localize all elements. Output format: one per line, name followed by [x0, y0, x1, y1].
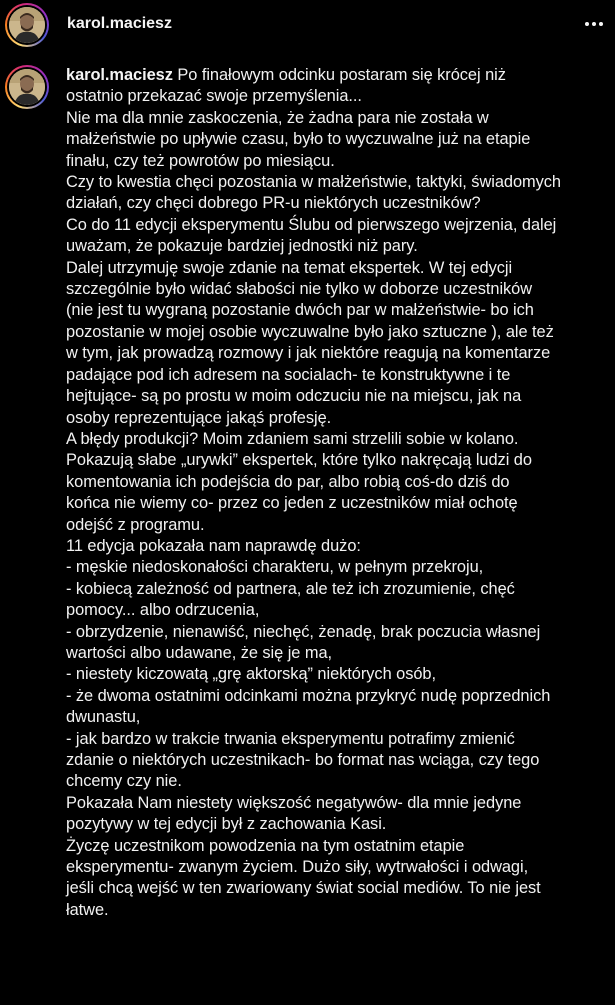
- caption-line: działań, czy chęci dobrego PR-u niektórych uczestników?: [66, 194, 481, 213]
- caption-line: w tym, jak prowadzą rozmowy i jak niektóre reagują na komentarze: [66, 344, 551, 363]
- caption-line: osoby reprezentujące jakąś profesję.: [66, 408, 332, 427]
- caption-line: Co do 11 edycji eksperymentu Ślubu od pierwszego wejrzenia, dalej: [66, 215, 557, 234]
- caption-line: wartości albo udawane, że się je ma,: [66, 643, 333, 662]
- caption-line: Czy to kwestia chęci pozostania w małżeństwie, taktyki, świadomych: [66, 173, 561, 192]
- caption-line: - męskie niedoskonałości charakteru, w pełnym przekroju,: [66, 558, 484, 577]
- caption-line: - jak bardzo w trakcie trwania eksperymentu potrafimy zmienić: [66, 729, 515, 748]
- caption-line: - kobiecą zależność od partnera, ale też ich zrozumienie, chęć: [66, 579, 515, 598]
- caption-line: Życzę uczestnikom powodzenia na tym ostatnim etapie: [66, 836, 465, 855]
- caption-line: końca nie wiemy co- przez co jeden z uczestników miał ochotę: [66, 494, 518, 513]
- caption-line: pomocy... albo odrzucenia,: [66, 601, 260, 620]
- profile-photo-image: [9, 7, 45, 43]
- caption-line: padające pod ich adresem na socialach- te konstruktywne i te: [66, 365, 511, 384]
- author-username[interactable]: karol.maciesz: [67, 15, 172, 32]
- caption-line: odejść z programu.: [66, 515, 205, 534]
- caption-line: łatwe.: [66, 900, 109, 919]
- post-header: [0, 0, 615, 50]
- caption-line: zdanie o niektórych uczestnikach- bo format nas wciąga, czy tego: [66, 751, 540, 769]
- caption-line: A błędy produkcji? Moim zdaniem sami strzelili sobie w kolano.: [66, 429, 519, 448]
- caption-line: chcemy czy nie.: [66, 772, 182, 791]
- caption-line: finału, czy też powrotów po miesiącu.: [66, 151, 335, 170]
- caption-line: Pokazała Nam niestety większość negatywów- dla mnie jedyne: [66, 793, 522, 812]
- more-horizontal-icon: [585, 22, 589, 26]
- profile-photo-image: [9, 69, 45, 105]
- caption-line: komentowania ich podejścia do par, albo robią coś-do dziś do: [66, 472, 510, 491]
- caption-line: Nie ma dla mnie zaskoczenia, że żadna para nie została w: [66, 108, 489, 127]
- caption-line: małżeństwie po upływie czasu, było to wyczuwalne już na etapie: [66, 130, 531, 149]
- more-options-button[interactable]: [581, 12, 607, 36]
- caption-line: hejtujące- są po prostu w moim odczuciu nie na miejscu, jak na: [66, 387, 522, 406]
- caption-line: ostatnio przekazać swoje przemyślenia...: [66, 87, 362, 106]
- caption-line: pozytywy w tej edycji był z zachowania Kasi.: [66, 815, 387, 834]
- caption-line: - obrzydzenie, nienawiść, niechęć, żenadę, brak poczucia własnej: [66, 622, 541, 641]
- caption-line: pozostanie w mojej osobie wyczuwalne było jako sztuczne ), ale też: [66, 322, 554, 341]
- caption-line: 11 edycja pokazała nam naprawdę dużo:: [66, 536, 361, 555]
- caption-line: - że dwoma ostatnimi odcinkami można przykryć nudę poprzednich: [66, 686, 551, 705]
- caption-avatar[interactable]: [5, 65, 49, 109]
- caption-line: jeśli chcą wejść w ten zwariowany świat social mediów. To nie jest: [66, 879, 541, 898]
- caption-line: szczególnie było widać słabości nie tylko w doborze uczestników: [66, 280, 533, 299]
- caption-line: - niestety kiczowatą „grę aktorską” niektórych osób,: [66, 665, 436, 684]
- caption-line: dwunastu,: [66, 708, 141, 727]
- post-caption: [66, 65, 615, 921]
- avatar[interactable]: [5, 3, 49, 47]
- caption-line: karol.maciesz Po finałowym odcinku postaram się krócej niż: [66, 66, 506, 84]
- caption-line: Pokazują słabe „urywki” ekspertek, które tylko nakręcają ludzi do: [66, 451, 532, 470]
- caption-line: uważam, że pokazuje bardziej jednostki niż pary.: [66, 237, 418, 256]
- caption-line: (nie jest tu wygraną pozostanie dwóch par w małżeństwie- bo ich: [66, 301, 534, 320]
- profile-photo: [9, 7, 45, 43]
- caption-line: Dalej utrzymuję swoje zdanie na temat ekspertek. W tej edycji: [66, 258, 513, 277]
- caption-username[interactable]: karol.maciesz: [66, 66, 173, 84]
- caption-line: eksperymentu- zwanym życiem. Dużo siły, wytrwałości i odwagi,: [66, 858, 529, 877]
- profile-photo: [9, 69, 45, 105]
